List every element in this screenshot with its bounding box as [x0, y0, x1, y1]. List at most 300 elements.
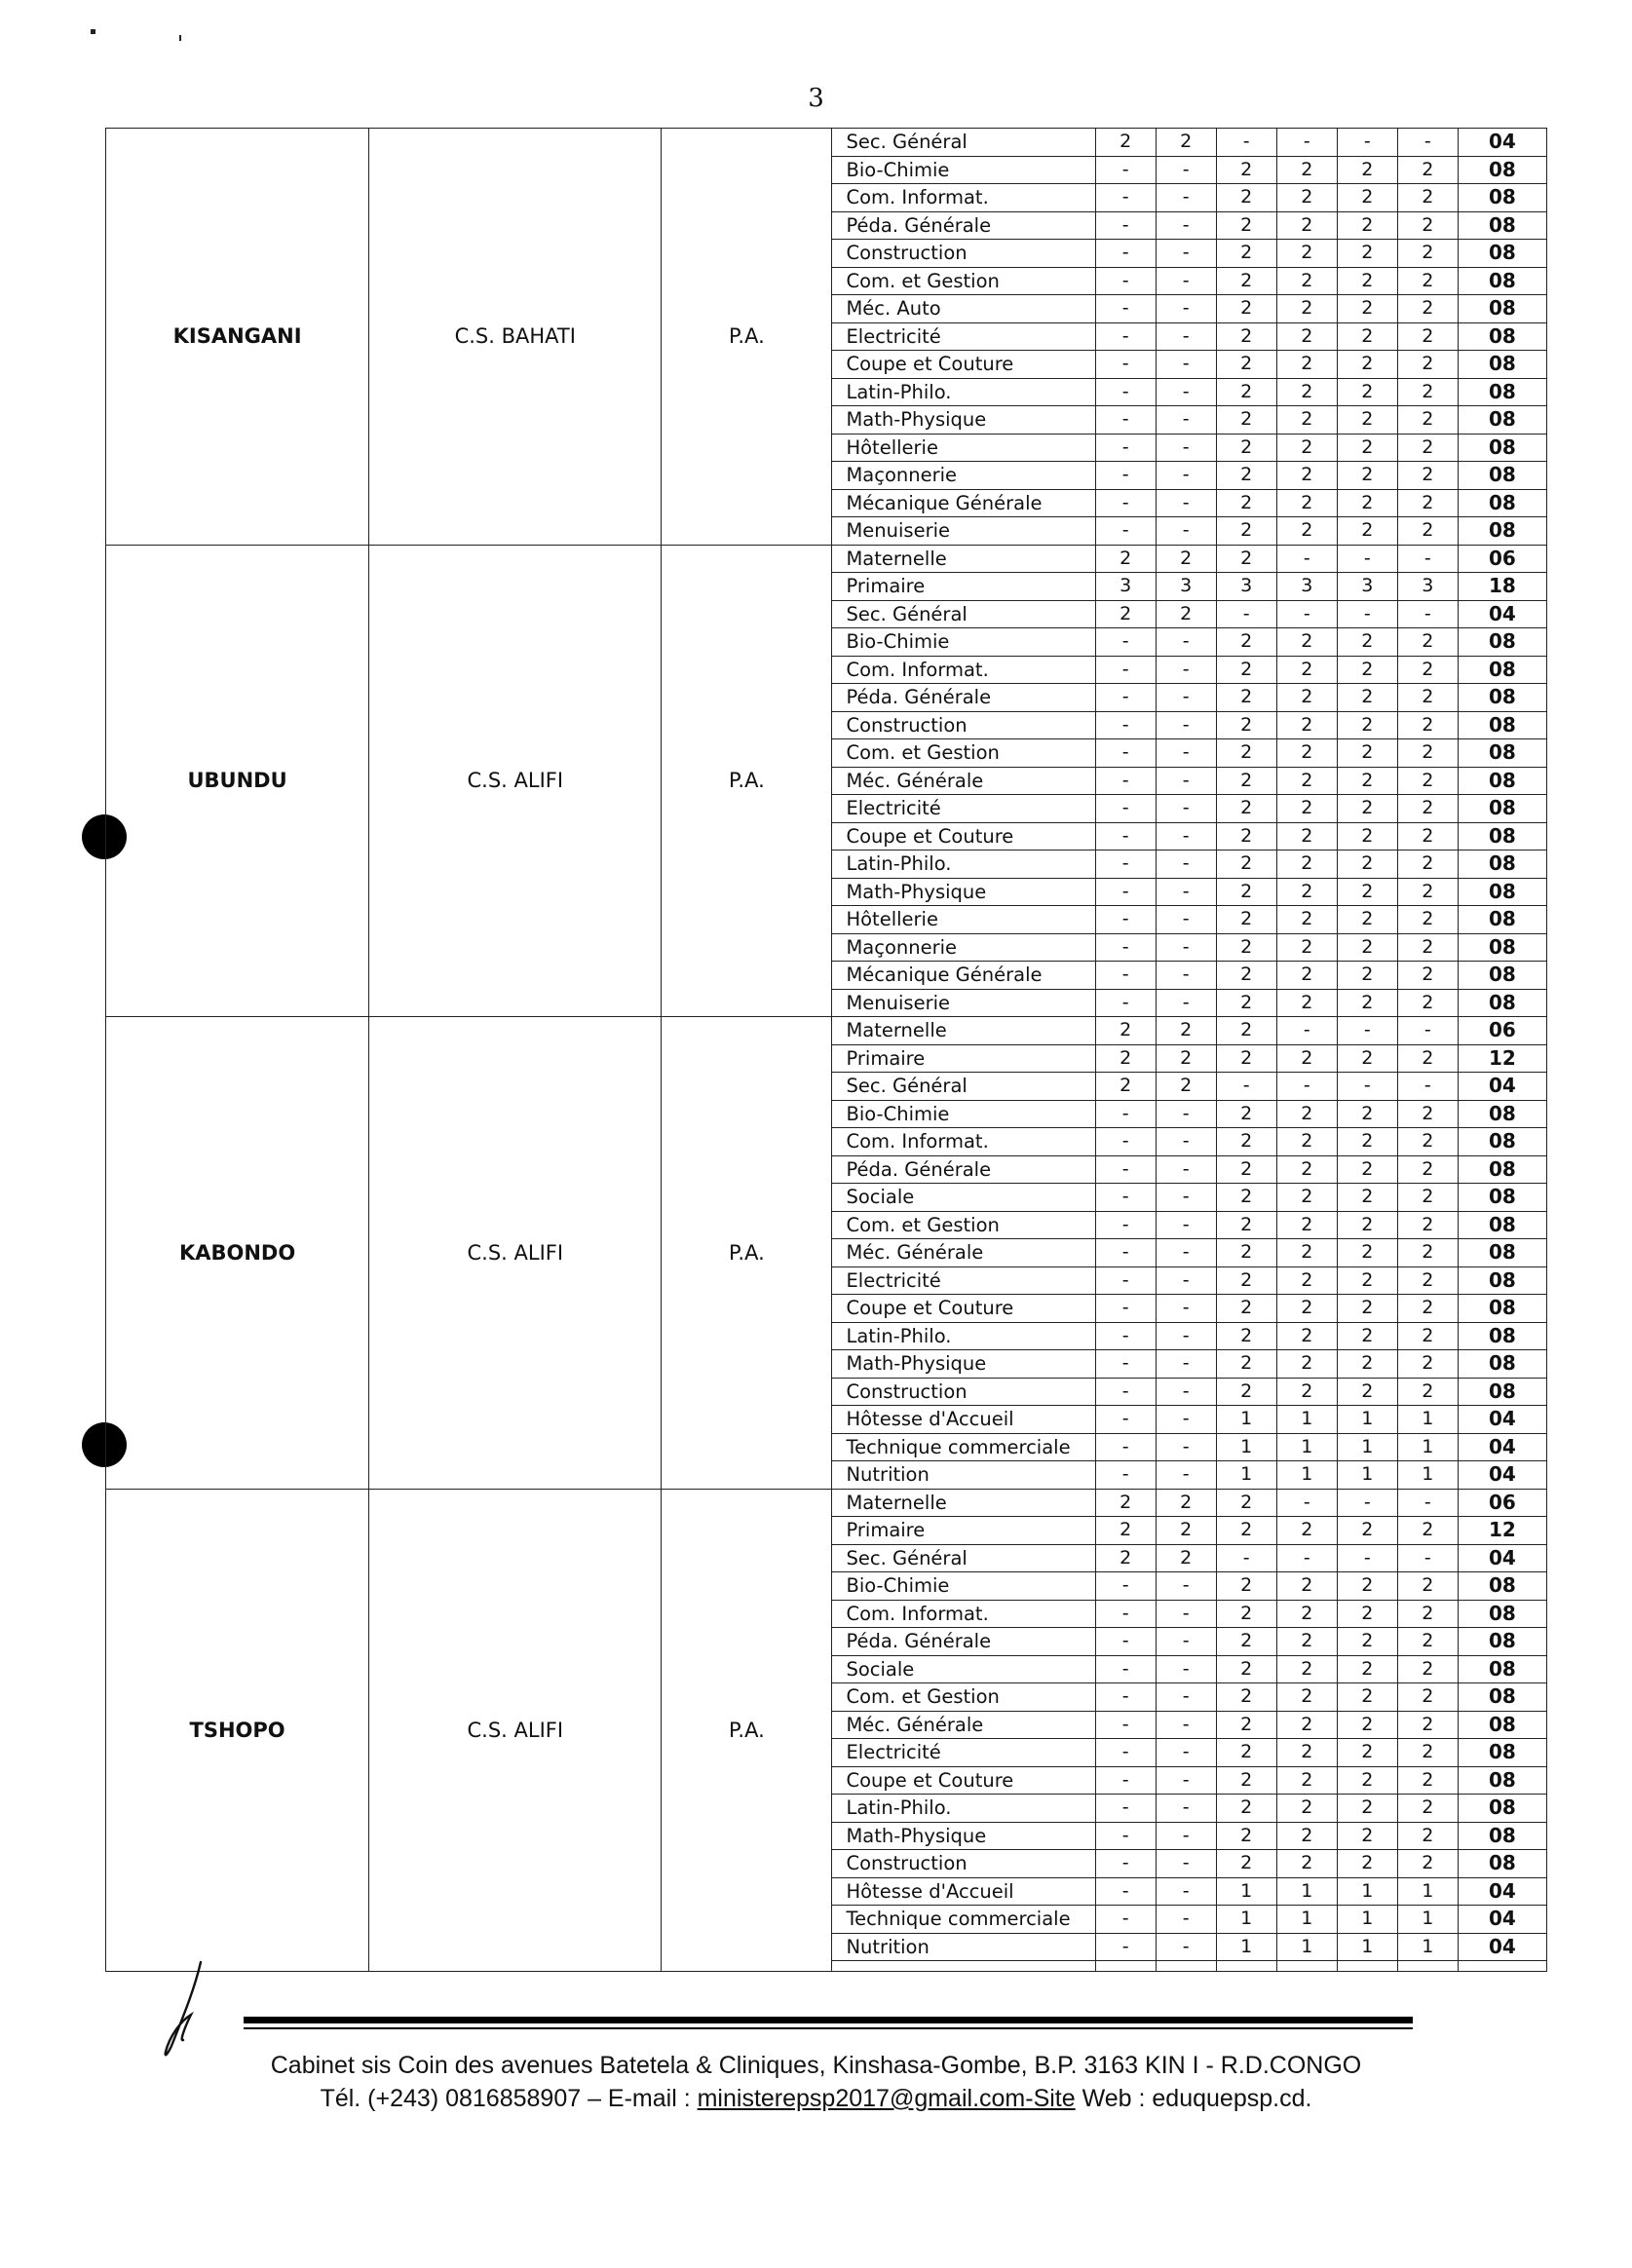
total-cell: 08 [1458, 795, 1546, 823]
level-count-cell: 2 [1397, 1795, 1458, 1823]
level-count-cell: 2 [1276, 1322, 1337, 1350]
area-cell: KISANGANI [106, 129, 369, 546]
level-count-cell: - [1156, 211, 1216, 240]
option-cell: Electricité [832, 1739, 1095, 1767]
level-count-cell: - [1156, 1906, 1216, 1934]
level-count-cell: 2 [1337, 1155, 1397, 1184]
footer-contact [0, 2085, 1632, 2113]
total-cell: 08 [1458, 656, 1546, 684]
total-cell: 08 [1458, 878, 1546, 906]
level-count-cell: - [1156, 795, 1216, 823]
total-cell: 08 [1458, 711, 1546, 739]
level-count-cell: 2 [1095, 1517, 1156, 1545]
option-cell: Construction [832, 711, 1095, 739]
area-cell: KABONDO [106, 1017, 369, 1490]
level-count-cell: 2 [1337, 1266, 1397, 1295]
level-count-cell: 2 [1397, 1155, 1458, 1184]
level-count-cell: 2 [1216, 1295, 1276, 1323]
total-cell: 08 [1458, 1378, 1546, 1406]
empty-cell [1095, 1961, 1156, 1972]
level-count-cell: 2 [1337, 1795, 1397, 1823]
level-count-cell: - [1156, 1850, 1216, 1878]
level-count-cell: - [1156, 1683, 1216, 1712]
option-cell: Latin-Philo. [832, 378, 1095, 406]
level-count-cell: 1 [1216, 1906, 1276, 1934]
level-count-cell: 2 [1216, 656, 1276, 684]
level-count-cell: 2 [1397, 1295, 1458, 1323]
level-count-cell: 2 [1397, 767, 1458, 795]
level-count-cell: 2 [1216, 1628, 1276, 1656]
level-count-cell: 2 [1397, 1655, 1458, 1683]
level-count-cell: 2 [1337, 1572, 1397, 1601]
level-count-cell: - [1095, 295, 1156, 323]
level-count-cell: 2 [1156, 1517, 1216, 1545]
total-cell: 08 [1458, 767, 1546, 795]
level-count-cell: 2 [1276, 1850, 1337, 1878]
level-count-cell: - [1216, 129, 1276, 157]
total-cell: 08 [1458, 739, 1546, 768]
level-count-cell: 2 [1397, 989, 1458, 1017]
level-count-cell: - [1095, 711, 1156, 739]
total-cell: 04 [1458, 1933, 1546, 1961]
total-cell: 04 [1458, 1073, 1546, 1101]
option-cell: Sec. Général [832, 600, 1095, 628]
level-count-cell: 2 [1216, 462, 1276, 490]
level-count-cell: 2 [1216, 1572, 1276, 1601]
level-count-cell: - [1276, 545, 1337, 573]
level-count-cell: 2 [1397, 1322, 1458, 1350]
level-count-cell: 2 [1397, 906, 1458, 934]
level-count-cell: - [1095, 1877, 1156, 1906]
total-cell: 08 [1458, 406, 1546, 435]
page-number: 3 [808, 84, 824, 113]
level-count-cell: 2 [1216, 240, 1276, 268]
level-count-cell: 2 [1216, 1100, 1276, 1128]
level-count-cell: 1 [1216, 1877, 1276, 1906]
option-cell: Bio-Chimie [832, 156, 1095, 184]
level-count-cell: - [1156, 1433, 1216, 1461]
empty-cell [1276, 1961, 1337, 1972]
option-cell: Sec. Général [832, 1544, 1095, 1572]
level-count-cell: 2 [1216, 1739, 1276, 1767]
total-cell: 08 [1458, 822, 1546, 850]
level-count-cell: 2 [1276, 1155, 1337, 1184]
level-count-cell: - [1095, 1155, 1156, 1184]
category-cell: P.A. [662, 1489, 832, 1972]
level-count-cell: 1 [1216, 1433, 1276, 1461]
level-count-cell: 2 [1276, 1211, 1337, 1239]
option-cell: Latin-Philo. [832, 1795, 1095, 1823]
level-count-cell: - [1095, 1406, 1156, 1434]
option-cell: Construction [832, 1850, 1095, 1878]
level-count-cell: 1 [1276, 1461, 1337, 1490]
total-cell: 08 [1458, 322, 1546, 351]
level-count-cell: 2 [1337, 822, 1397, 850]
level-count-cell: 2 [1337, 1100, 1397, 1128]
level-count-cell: 2 [1397, 295, 1458, 323]
empty-cell [1156, 1961, 1216, 1972]
level-count-cell: - [1156, 1877, 1216, 1906]
level-count-cell: 1 [1276, 1877, 1337, 1906]
total-cell: 08 [1458, 628, 1546, 657]
option-cell: Electricité [832, 322, 1095, 351]
level-count-cell: - [1156, 739, 1216, 768]
level-count-cell: 2 [1276, 1517, 1337, 1545]
level-count-cell: - [1156, 1350, 1216, 1379]
level-count-cell: 2 [1216, 878, 1276, 906]
total-cell: 08 [1458, 1739, 1546, 1767]
level-count-cell: - [1156, 1100, 1216, 1128]
level-count-cell: - [1276, 1544, 1337, 1572]
level-count-cell: 2 [1337, 462, 1397, 490]
level-count-cell: 2 [1337, 351, 1397, 379]
level-count-cell: - [1095, 1461, 1156, 1490]
level-count-cell: 1 [1397, 1906, 1458, 1934]
scan-speck [179, 35, 181, 41]
total-cell: 08 [1458, 1322, 1546, 1350]
level-count-cell: - [1095, 878, 1156, 906]
level-count-cell: - [1156, 1128, 1216, 1156]
level-count-cell: 2 [1337, 1600, 1397, 1628]
option-cell: Sec. Général [832, 1073, 1095, 1101]
level-count-cell: 2 [1276, 434, 1337, 462]
level-count-cell: 2 [1216, 1517, 1276, 1545]
signature-mark [156, 1958, 214, 2065]
level-count-cell: - [1095, 1600, 1156, 1628]
level-count-cell: - [1095, 1378, 1156, 1406]
level-count-cell: 2 [1216, 1128, 1276, 1156]
level-count-cell: 2 [1276, 1683, 1337, 1712]
level-count-cell: - [1095, 962, 1156, 990]
level-count-cell: - [1095, 240, 1156, 268]
level-count-cell: - [1156, 1739, 1216, 1767]
level-count-cell: 2 [1095, 1017, 1156, 1045]
level-count-cell: 2 [1216, 1795, 1276, 1823]
level-count-cell: 2 [1276, 322, 1337, 351]
level-count-cell: - [1156, 850, 1216, 879]
level-count-cell: 1 [1276, 1433, 1337, 1461]
level-count-cell: - [1095, 1739, 1156, 1767]
level-count-cell: 2 [1397, 711, 1458, 739]
level-count-cell: 2 [1337, 1822, 1397, 1850]
total-cell: 08 [1458, 1350, 1546, 1379]
level-count-cell: 2 [1397, 1711, 1458, 1739]
level-count-cell: 2 [1337, 1766, 1397, 1795]
level-count-cell: 2 [1095, 129, 1156, 157]
level-count-cell: 2 [1397, 517, 1458, 546]
level-count-cell: - [1095, 1628, 1156, 1656]
level-count-cell: 2 [1216, 322, 1276, 351]
level-count-cell: 2 [1397, 406, 1458, 435]
level-count-cell: 2 [1276, 795, 1337, 823]
total-cell: 04 [1458, 1544, 1546, 1572]
level-count-cell: 1 [1397, 1433, 1458, 1461]
level-count-cell: - [1156, 322, 1216, 351]
level-count-cell: 2 [1276, 1184, 1337, 1212]
level-count-cell: 1 [1397, 1461, 1458, 1490]
level-count-cell: 1 [1337, 1461, 1397, 1490]
level-count-cell: - [1156, 295, 1216, 323]
footer-email-link[interactable]: ministerepsp2017@gmail.com-Site [697, 2085, 1076, 2112]
level-count-cell: - [1095, 1350, 1156, 1379]
level-count-cell: 2 [1397, 1850, 1458, 1878]
category-cell: P.A. [662, 129, 832, 546]
total-cell: 08 [1458, 1766, 1546, 1795]
school-cell: C.S. ALIFI [369, 1017, 662, 1490]
option-cell: Coupe et Couture [832, 1295, 1095, 1323]
level-count-cell: - [1156, 156, 1216, 184]
level-count-cell: 2 [1216, 628, 1276, 657]
level-count-cell: 2 [1276, 656, 1337, 684]
level-count-cell: 2 [1156, 1073, 1216, 1101]
level-count-cell: 2 [1216, 1822, 1276, 1850]
level-count-cell: 1 [1216, 1406, 1276, 1434]
level-count-cell: 2 [1216, 489, 1276, 517]
table-row [106, 1489, 1547, 1517]
level-count-cell: 2 [1276, 1100, 1337, 1128]
level-count-cell: 2 [1276, 684, 1337, 712]
level-count-cell: - [1095, 211, 1156, 240]
level-count-cell: - [1397, 545, 1458, 573]
level-count-cell: 2 [1216, 906, 1276, 934]
table-row [106, 1017, 1547, 1045]
level-count-cell: 2 [1216, 962, 1276, 990]
level-count-cell: 1 [1216, 1933, 1276, 1961]
level-count-cell: 2 [1216, 184, 1276, 212]
level-count-cell: 2 [1397, 962, 1458, 990]
level-count-cell: - [1337, 1489, 1397, 1517]
level-count-cell: - [1095, 1683, 1156, 1712]
level-count-cell: 1 [1337, 1877, 1397, 1906]
level-count-cell: 1 [1397, 1877, 1458, 1906]
option-cell: Méc. Générale [832, 1239, 1095, 1267]
level-count-cell: 2 [1276, 211, 1337, 240]
level-count-cell: 2 [1156, 1017, 1216, 1045]
level-count-cell: - [1095, 906, 1156, 934]
level-count-cell: 2 [1337, 406, 1397, 435]
level-count-cell: - [1095, 1655, 1156, 1683]
footer-web: Web : eduquepsp.cd. [1075, 2085, 1312, 2112]
level-count-cell: - [1095, 322, 1156, 351]
option-cell: Sec. Général [832, 129, 1095, 157]
level-count-cell: - [1216, 1544, 1276, 1572]
option-cell: Maternelle [832, 1017, 1095, 1045]
level-count-cell: 2 [1276, 962, 1337, 990]
empty-cell [1216, 1961, 1276, 1972]
level-count-cell: 2 [1095, 545, 1156, 573]
level-count-cell: 2 [1276, 1378, 1337, 1406]
level-count-cell: - [1095, 184, 1156, 212]
option-cell: Primaire [832, 1044, 1095, 1073]
total-cell: 08 [1458, 211, 1546, 240]
level-count-cell: 2 [1216, 351, 1276, 379]
level-count-cell: 2 [1216, 267, 1276, 295]
level-count-cell: - [1095, 1766, 1156, 1795]
option-cell: Sociale [832, 1655, 1095, 1683]
level-count-cell: 2 [1397, 1211, 1458, 1239]
option-cell: Maçonnerie [832, 462, 1095, 490]
option-cell: Méc. Auto [832, 295, 1095, 323]
staffing-table [105, 128, 1547, 1972]
option-cell: Bio-Chimie [832, 1572, 1095, 1601]
level-count-cell: 2 [1337, 1517, 1397, 1545]
option-cell: Com. Informat. [832, 184, 1095, 212]
school-cell: C.S. ALIFI [369, 1489, 662, 1972]
total-cell: 08 [1458, 684, 1546, 712]
level-count-cell: 2 [1216, 1683, 1276, 1712]
level-count-cell: - [1095, 1711, 1156, 1739]
level-count-cell: 2 [1337, 517, 1397, 546]
level-count-cell: 2 [1276, 1350, 1337, 1379]
total-cell: 08 [1458, 933, 1546, 962]
total-cell: 06 [1458, 1489, 1546, 1517]
category-cell: P.A. [662, 1017, 832, 1490]
level-count-cell: 2 [1276, 1266, 1337, 1295]
level-count-cell: 2 [1337, 962, 1397, 990]
school-cell: C.S. BAHATI [369, 129, 662, 546]
total-cell: 04 [1458, 1906, 1546, 1934]
total-cell: 08 [1458, 1711, 1546, 1739]
level-count-cell: 1 [1337, 1906, 1397, 1934]
level-count-cell: 2 [1337, 1683, 1397, 1712]
level-count-cell: 2 [1276, 989, 1337, 1017]
level-count-cell: - [1095, 822, 1156, 850]
level-count-cell: 2 [1216, 989, 1276, 1017]
level-count-cell: - [1156, 184, 1216, 212]
level-count-cell: - [1156, 1184, 1216, 1212]
level-count-cell: 2 [1397, 351, 1458, 379]
option-cell: Maçonnerie [832, 933, 1095, 962]
level-count-cell: 2 [1337, 1211, 1397, 1239]
level-count-cell: - [1156, 628, 1216, 657]
level-count-cell: - [1397, 600, 1458, 628]
level-count-cell: 2 [1276, 240, 1337, 268]
level-count-cell: 2 [1216, 684, 1276, 712]
level-count-cell: - [1337, 545, 1397, 573]
level-count-cell: - [1156, 434, 1216, 462]
level-count-cell: 3 [1337, 573, 1397, 601]
option-cell: Menuiserie [832, 517, 1095, 546]
level-count-cell: 2 [1397, 1572, 1458, 1601]
level-count-cell: 2 [1276, 1128, 1337, 1156]
total-cell: 04 [1458, 129, 1546, 157]
level-count-cell: - [1156, 1795, 1216, 1823]
level-count-cell: - [1276, 1017, 1337, 1045]
level-count-cell: - [1156, 489, 1216, 517]
level-count-cell: 2 [1337, 711, 1397, 739]
level-count-cell: 2 [1337, 628, 1397, 657]
level-count-cell: 2 [1095, 600, 1156, 628]
level-count-cell: 2 [1397, 434, 1458, 462]
level-count-cell: 2 [1397, 739, 1458, 768]
level-count-cell: - [1095, 684, 1156, 712]
footer-rule-thick [244, 2017, 1413, 2023]
total-cell: 04 [1458, 1406, 1546, 1434]
level-count-cell: 2 [1095, 1489, 1156, 1517]
level-count-cell: - [1156, 1211, 1216, 1239]
level-count-cell: - [1095, 1322, 1156, 1350]
level-count-cell: - [1095, 628, 1156, 657]
level-count-cell: - [1276, 1489, 1337, 1517]
option-cell: Bio-Chimie [832, 628, 1095, 657]
total-cell: 08 [1458, 962, 1546, 990]
level-count-cell: 2 [1337, 1628, 1397, 1656]
option-cell: Méc. Générale [832, 767, 1095, 795]
level-count-cell: 2 [1337, 1378, 1397, 1406]
level-count-cell: 2 [1276, 628, 1337, 657]
level-count-cell: 2 [1337, 295, 1397, 323]
level-count-cell: - [1095, 1239, 1156, 1267]
option-cell: Com. Informat. [832, 1600, 1095, 1628]
level-count-cell: - [1156, 1239, 1216, 1267]
level-count-cell: - [1156, 1655, 1216, 1683]
level-count-cell: 2 [1276, 1600, 1337, 1628]
level-count-cell: 2 [1276, 1295, 1337, 1323]
level-count-cell: 2 [1216, 545, 1276, 573]
category-cell: P.A. [662, 545, 832, 1017]
level-count-cell: - [1095, 1211, 1156, 1239]
level-count-cell: 1 [1276, 1933, 1337, 1961]
option-cell: Méc. Générale [832, 1711, 1095, 1739]
school-cell: C.S. ALIFI [369, 545, 662, 1017]
option-cell: Hôtesse d'Accueil [832, 1877, 1095, 1906]
level-count-cell: 2 [1337, 378, 1397, 406]
total-cell: 08 [1458, 1295, 1546, 1323]
level-count-cell: 2 [1397, 933, 1458, 962]
level-count-cell: 2 [1216, 767, 1276, 795]
level-count-cell: 2 [1216, 1655, 1276, 1683]
level-count-cell: 2 [1337, 684, 1397, 712]
level-count-cell: 2 [1397, 684, 1458, 712]
level-count-cell: 2 [1276, 1239, 1337, 1267]
level-count-cell: - [1337, 1544, 1397, 1572]
level-count-cell: - [1095, 989, 1156, 1017]
level-count-cell: - [1156, 517, 1216, 546]
level-count-cell: - [1156, 1600, 1216, 1628]
level-count-cell: 2 [1216, 156, 1276, 184]
level-count-cell: - [1095, 1933, 1156, 1961]
level-count-cell: 2 [1216, 822, 1276, 850]
level-count-cell: - [1156, 684, 1216, 712]
level-count-cell: 2 [1337, 1184, 1397, 1212]
total-cell: 06 [1458, 545, 1546, 573]
level-count-cell: 2 [1337, 489, 1397, 517]
area-cell: TSHOPO [106, 1489, 369, 1972]
level-count-cell: 2 [1276, 822, 1337, 850]
total-cell: 08 [1458, 517, 1546, 546]
level-count-cell: 3 [1276, 573, 1337, 601]
total-cell: 08 [1458, 184, 1546, 212]
level-count-cell: 2 [1337, 933, 1397, 962]
level-count-cell: 2 [1397, 1822, 1458, 1850]
option-cell: Coupe et Couture [832, 351, 1095, 379]
option-cell: Math-Physique [832, 406, 1095, 435]
level-count-cell: 2 [1397, 240, 1458, 268]
level-count-cell: 2 [1337, 1850, 1397, 1878]
level-count-cell: 2 [1216, 795, 1276, 823]
option-cell: Bio-Chimie [832, 1100, 1095, 1128]
total-cell: 08 [1458, 1655, 1546, 1683]
level-count-cell: 1 [1337, 1406, 1397, 1434]
level-count-cell: - [1095, 739, 1156, 768]
level-count-cell: - [1397, 1017, 1458, 1045]
total-cell: 08 [1458, 1266, 1546, 1295]
level-count-cell: - [1095, 1100, 1156, 1128]
level-count-cell: 2 [1397, 184, 1458, 212]
level-count-cell: - [1156, 1628, 1216, 1656]
level-count-cell: - [1337, 129, 1397, 157]
level-count-cell: 1 [1337, 1933, 1397, 1961]
